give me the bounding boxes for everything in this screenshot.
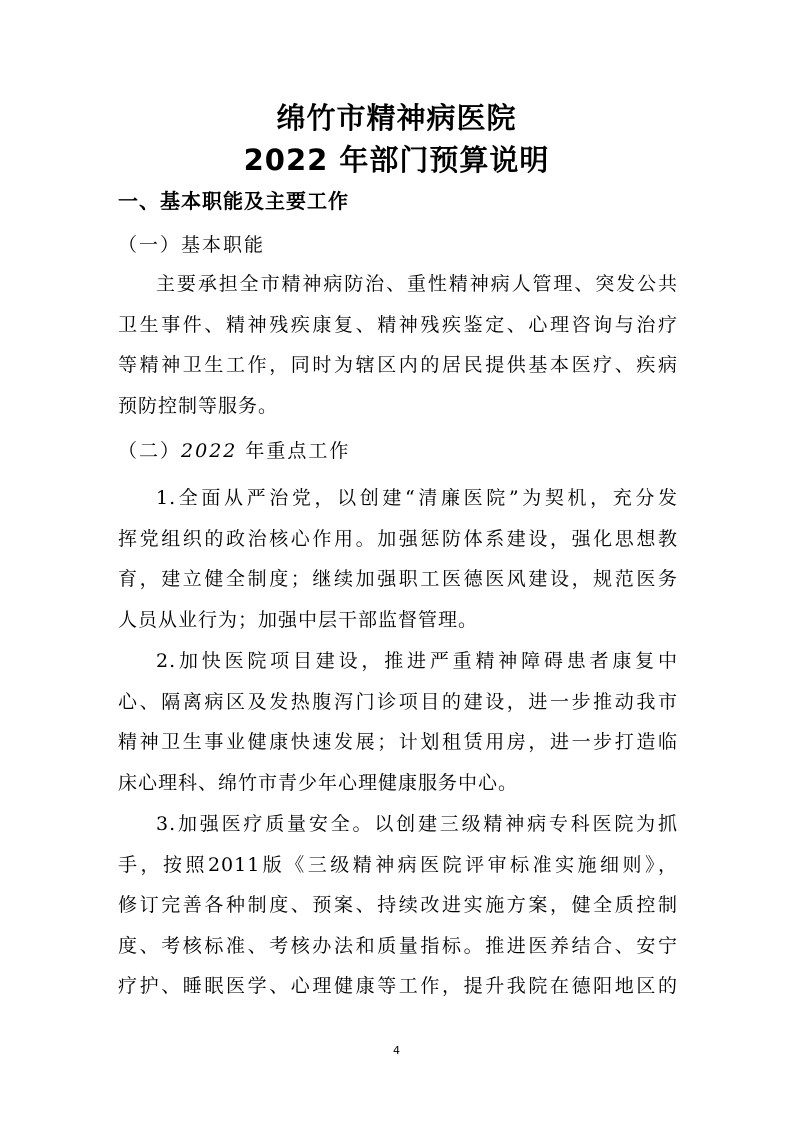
paragraph-line: 精神卫生事业健康快速发展；计划租赁用房，进一步打造临 — [118, 731, 678, 754]
subsection1-paragraph — [118, 264, 678, 426]
paragraph-line: 育，建立健全制度；继续加强职工医德医风建设，规范医务 — [118, 568, 678, 591]
paragraph-line: 疗护、睡眠医学、心理健康等工作，提升我院在德阳地区的 — [118, 975, 678, 998]
subsection2-year: 2022 — [181, 440, 238, 462]
paragraph-line: 修订完善各种制度、预案、持续改进实施方案，健全质控制 — [118, 894, 678, 917]
subsection2-heading — [118, 438, 350, 464]
paragraph-line: 2.加快医院项目建设，推进严重精神障碍患者康复中 — [156, 650, 678, 672]
document-title-line2: 2022 年部门预算说明 — [243, 143, 550, 177]
page-number: 4 — [393, 1044, 400, 1057]
item3-paragraph — [118, 804, 678, 1007]
paragraph-line: 预防控制等服务。 — [118, 394, 279, 417]
subsection2-suffix: 年重点工作 — [237, 440, 351, 462]
item2-paragraph — [118, 641, 678, 803]
paragraph-line: 挥党组织的政治核心作用。加强惩防体系建设，强化思想教 — [118, 527, 678, 550]
paragraph-line: 主要承担全市精神病防治、重性精神病人管理、突发公共 — [156, 273, 678, 295]
paragraph-line: 3.加强医疗质量安全。以创建三级精神病专科医院为抓 — [156, 813, 678, 835]
subsection2-prefix: （二） — [118, 440, 182, 462]
document-title-line1: 绵竹市精神病医院 — [276, 101, 517, 135]
paragraph-line: 度、考核标准、考核办法和质量指标。推进医养结合、安宁 — [118, 934, 678, 957]
item1-paragraph — [118, 478, 678, 640]
paragraph-line: 床心理科、绵竹市青少年心理健康服务中心。 — [118, 771, 519, 794]
section1-heading: 一、基本职能及主要工作 — [118, 189, 349, 213]
paragraph-line: 心、隔离病区及发热腹泻门诊项目的建设，进一步推动我市 — [118, 690, 678, 713]
subsection1-heading: （一）基本职能 — [118, 234, 266, 256]
paragraph-line: 人员从业行为；加强中层干部监督管理。 — [118, 608, 479, 631]
paragraph-line: 1.全面从严治党，以创建“清廉医院”为契机，充分发 — [156, 487, 678, 509]
paragraph-line: 等精神卫生工作，同时为辖区内的居民提供基本医疗、疾病 — [118, 354, 678, 377]
paragraph-line: 卫生事件、精神残疾康复、精神残疾鉴定、心理咨询与治疗 — [118, 313, 678, 336]
paragraph-line: 手，按照2011版《三级精神病医院评审标准实施细则》， — [118, 853, 678, 876]
